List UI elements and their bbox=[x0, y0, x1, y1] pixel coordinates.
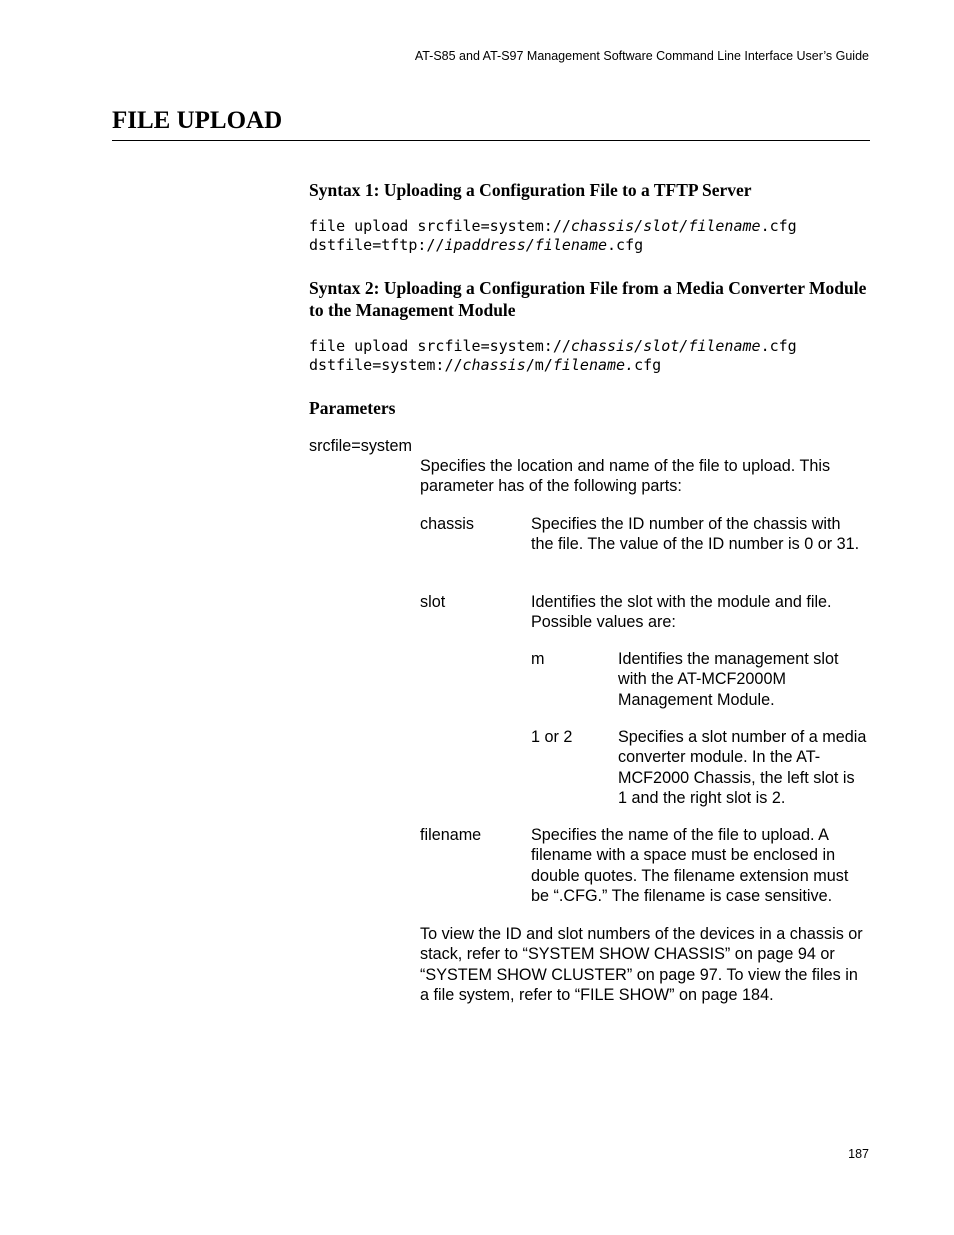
part-name-slot: slot bbox=[420, 593, 446, 611]
title-rule bbox=[112, 140, 870, 141]
part-name-chassis: chassis bbox=[420, 515, 474, 533]
part-desc-filename: Specifies the name of the file to upload. A filename with a space must be enclosed in double quotes. The filename extension must be “.CFG.” The filename is case sensitive. bbox=[531, 826, 849, 905]
syntax2-line1: file upload srcfile=system://chassis/slot/filename.cfg bbox=[309, 337, 797, 355]
page-number: 187 bbox=[848, 1147, 869, 1161]
parameters-heading: Parameters bbox=[309, 398, 396, 418]
section-title: FILE UPLOAD bbox=[112, 107, 283, 134]
syntax2-heading: Syntax 2: Uploading a Configuration File from a Media Converter Module to the Management Module bbox=[309, 278, 867, 320]
param-description: Specifies the location and name of the file to upload. This parameter has of the following parts: bbox=[420, 457, 831, 496]
syntax1-line2: dstfile=tftp://ipaddress/filename.cfg bbox=[309, 236, 644, 254]
part-desc-slot: Identifies the slot with the module and file. Possible values are: bbox=[531, 593, 832, 632]
param-name: srcfile=system bbox=[309, 437, 412, 455]
slot-value-1-or-2-desc: Specifies a slot number of a media converter module. In the AT-MCF2000 Chassis, the left slot is 1 and the right slot is 2. bbox=[618, 728, 867, 807]
cross-reference-note: To view the ID and slot numbers of the devices in a chassis or stack, refer to “SYSTEM SHOW CHASSIS” on page 94 or “SYSTEM SHOW CLUSTER” on page 97. To view the files in a file system, refer to “FILE SHOW” on page 184. bbox=[420, 925, 863, 1004]
running-header: AT-S85 and AT-S97 Management Software Command Line Interface User’s Guide bbox=[414, 49, 869, 63]
syntax1-heading: Syntax 1: Uploading a Configuration File to a TFTP Server bbox=[309, 180, 752, 200]
slot-value-m: m bbox=[531, 650, 545, 668]
syntax2-line2: dstfile=system://chassis/m/filename.cfg bbox=[309, 356, 662, 374]
part-name-filename: filename bbox=[420, 826, 482, 844]
slot-value-1-or-2: 1 or 2 bbox=[531, 728, 573, 746]
slot-value-m-desc: Identifies the management slot with the AT-MCF2000M Management Module. bbox=[618, 650, 839, 709]
syntax1-line1: file upload srcfile=system://chassis/slot/filename.cfg bbox=[309, 217, 797, 235]
part-desc-chassis: Specifies the ID number of the chassis with the file. The value of the ID number is 0 or 31. bbox=[531, 515, 860, 554]
